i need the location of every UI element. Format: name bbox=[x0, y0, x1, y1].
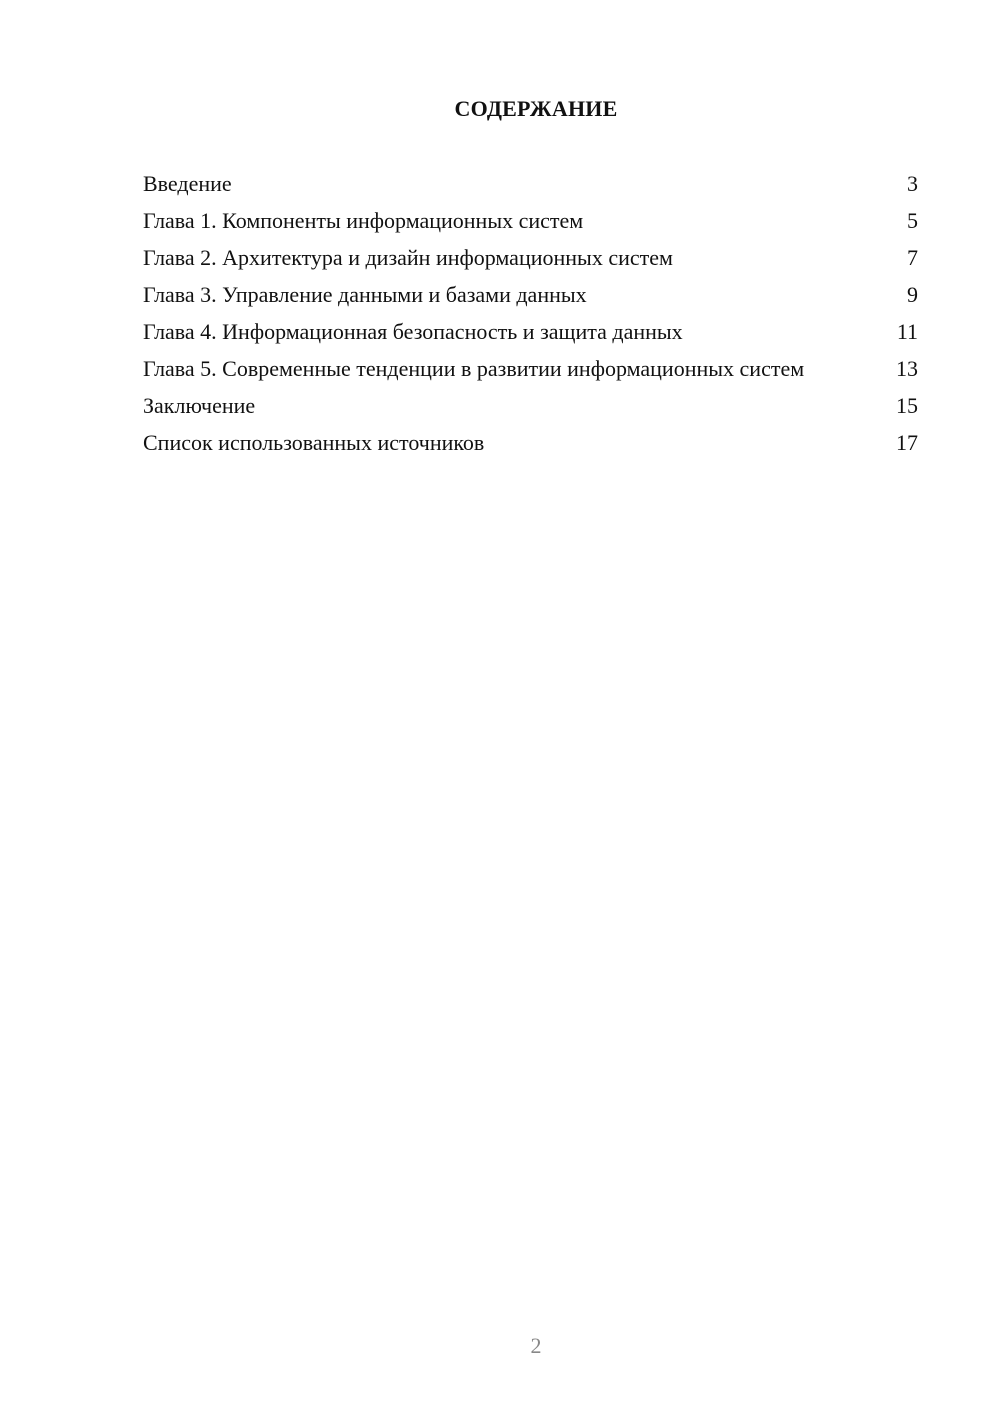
toc-entry[interactable] bbox=[143, 429, 918, 457]
toc-entry-label: Глава 1. Компоненты информационных систем bbox=[143, 208, 584, 233]
toc-entry-label: Глава 2. Архитектура и дизайн информационных систем bbox=[143, 245, 673, 270]
toc-entry-page: 3 bbox=[907, 171, 918, 196]
toc-entry[interactable] bbox=[143, 244, 918, 272]
toc-entry-label: Введение bbox=[143, 171, 232, 196]
toc-entry-label: Глава 4. Информационная безопасность и защита данных bbox=[143, 319, 683, 344]
toc-entry[interactable] bbox=[143, 207, 918, 235]
toc-entry-page: 9 bbox=[907, 282, 918, 307]
toc-entry-page: 13 bbox=[896, 356, 918, 381]
toc-entry[interactable] bbox=[143, 392, 918, 420]
toc-entry-page: 5 bbox=[907, 208, 918, 233]
toc-entry-label: Список использованных источников bbox=[143, 430, 485, 455]
toc-entry[interactable] bbox=[143, 170, 918, 198]
toc-entry-page: 15 bbox=[896, 393, 918, 418]
toc-entry-page: 7 bbox=[907, 245, 918, 270]
page-title: СОДЕРЖАНИЕ bbox=[454, 96, 618, 121]
table-of-contents bbox=[143, 170, 918, 466]
toc-entry[interactable] bbox=[143, 281, 918, 309]
toc-entry-label: Глава 3. Управление данными и базами данных bbox=[143, 282, 587, 307]
toc-entry-label: Заключение bbox=[143, 393, 256, 418]
toc-entry[interactable] bbox=[143, 318, 918, 346]
toc-entry[interactable] bbox=[143, 355, 918, 383]
page-number: 2 bbox=[530, 1333, 542, 1358]
toc-entry-page: 17 bbox=[896, 430, 918, 455]
toc-entry-label: Глава 5. Современные тенденции в развитии информационных систем bbox=[143, 356, 805, 381]
toc-entry-page: 11 bbox=[896, 319, 918, 344]
